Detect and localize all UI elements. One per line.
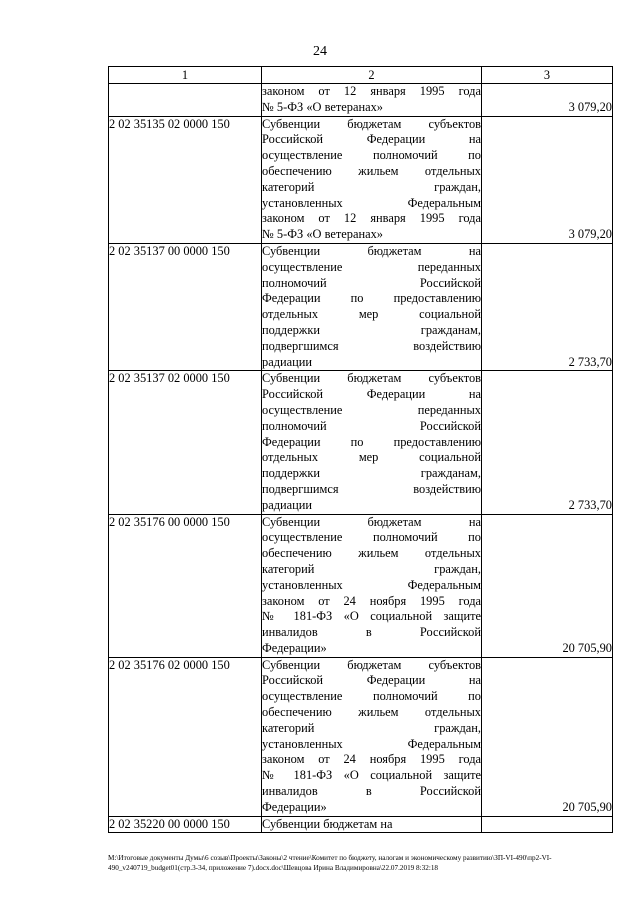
description-line: осуществление полномочий по [262,148,481,163]
budget-classification-code: 2 02 35176 00 0000 150 [109,514,262,657]
description-line: № 5-ФЗ «О ветеранах» [262,99,383,114]
description-line: осуществление полномочий по [262,689,481,704]
description-line: осуществление переданных [262,259,481,274]
description-line: Федерации» [262,640,327,655]
description-line: законом от 12 января 1995 года [262,84,481,98]
description-line: инвалидов в Российской [262,784,481,799]
description-line: обеспечению жильем отдельных [262,546,481,561]
description-line: осуществление полномочий по [262,530,481,545]
description-line: Российской Федерации на [262,673,481,688]
description-line: обеспечению жильем отдельных [262,163,481,178]
table-row [109,816,613,833]
amount-value: 20 705,90 [482,657,613,816]
revenue-description [262,514,482,657]
description-line: радиации [262,497,313,512]
description-line: инвалидов в Российской [262,625,481,640]
description-line: радиации [262,354,313,369]
document-path-footer [108,853,613,873]
budget-classification-code: 2 02 35176 02 0000 150 [109,657,262,816]
description-line: Субвенции бюджетам субъектов [262,116,481,131]
amount-value: 3 079,20 [482,84,613,117]
table-header-row [109,67,613,84]
description-line: поддержки гражданам, [262,322,481,337]
table-row [109,243,613,370]
description-line: № 181-ФЗ «О социальной защите [262,609,481,624]
description-line: № 5-ФЗ «О ветеранах» [262,227,383,242]
footer-line: 490_v240719_budget01(стр.3-34, приложение 7).docx.doc\Шевцова Ирина Владимировна\22.07.2019 8:32:18 [108,864,439,872]
table-row [109,514,613,657]
description-line: категорий граждан, [262,720,481,735]
description-line: Федерации по предоставлению [262,434,481,449]
description-line: категорий граждан, [262,561,481,576]
description-line: установленных Федеральным [262,195,481,210]
budget-classification-code [109,84,262,117]
description-line: Субвенции бюджетам на [262,243,481,258]
description-line: № 181-ФЗ «О социальной защите [262,768,481,783]
description-line: Федерации» [262,799,327,814]
budget-classification-code: 2 02 35220 00 0000 150 [109,816,262,833]
revenue-description [262,816,482,833]
description-line: подвергшимся воздействию [262,481,481,496]
budget-classification-code: 2 02 35135 02 0000 150 [109,116,262,243]
description-line: Федерации по предоставлению [262,291,481,306]
description-line: законом от 24 ноября 1995 года [262,752,481,767]
amount-value [482,816,613,833]
description-line: установленных Федеральным [262,736,481,751]
description-line: Российской Федерации на [262,387,481,402]
description-line: установленных Федеральным [262,577,481,592]
column-header-code: 1 [109,67,262,84]
description-line: Субвенции бюджетам субъектов [262,657,481,672]
description-line: Субвенции бюджетам субъектов [262,371,481,386]
budget-table [108,66,613,833]
description-line: отдельных мер социальной [262,450,481,465]
page-number: 24 [313,44,327,59]
table-row [109,371,613,514]
amount-value: 2 733,70 [482,243,613,370]
description-line: полномочий Российской [262,418,481,433]
amount-value: 3 079,20 [482,116,613,243]
description-line: категорий граждан, [262,179,481,194]
description-line: Российской Федерации на [262,132,481,147]
description-line: подвергшимся воздействию [262,338,481,353]
amount-value: 20 705,90 [482,514,613,657]
footer-line: М:\Итоговые документы Думы\6 созыв\Проекты\Законы\2 чтение\Комитет по бюджету, налогам и экономическому развитию\ЗП-VI-490\пр2-VI- [108,854,552,862]
budget-classification-code: 2 02 35137 02 0000 150 [109,371,262,514]
description-line: поддержки гражданам, [262,466,481,481]
description-line: отдельных мер социальной [262,307,481,322]
description-line: законом от 12 января 1995 года [262,211,481,226]
amount-value: 2 733,70 [482,371,613,514]
description-line: законом от 24 ноября 1995 года [262,593,481,608]
table-row [109,84,613,117]
column-header-amount: 3 [482,67,613,84]
table-row [109,657,613,816]
revenue-description [262,84,482,117]
description-line: обеспечению жильем отдельных [262,705,481,720]
revenue-description [262,243,482,370]
table-row [109,116,613,243]
column-header-description: 2 [262,67,482,84]
description-line: полномочий Российской [262,275,481,290]
revenue-description [262,657,482,816]
revenue-description [262,371,482,514]
budget-classification-code: 2 02 35137 00 0000 150 [109,243,262,370]
description-line: Субвенции бюджетам на [262,816,393,831]
description-line: осуществление переданных [262,402,481,417]
description-line: Субвенции бюджетам на [262,514,481,529]
revenue-description [262,116,482,243]
